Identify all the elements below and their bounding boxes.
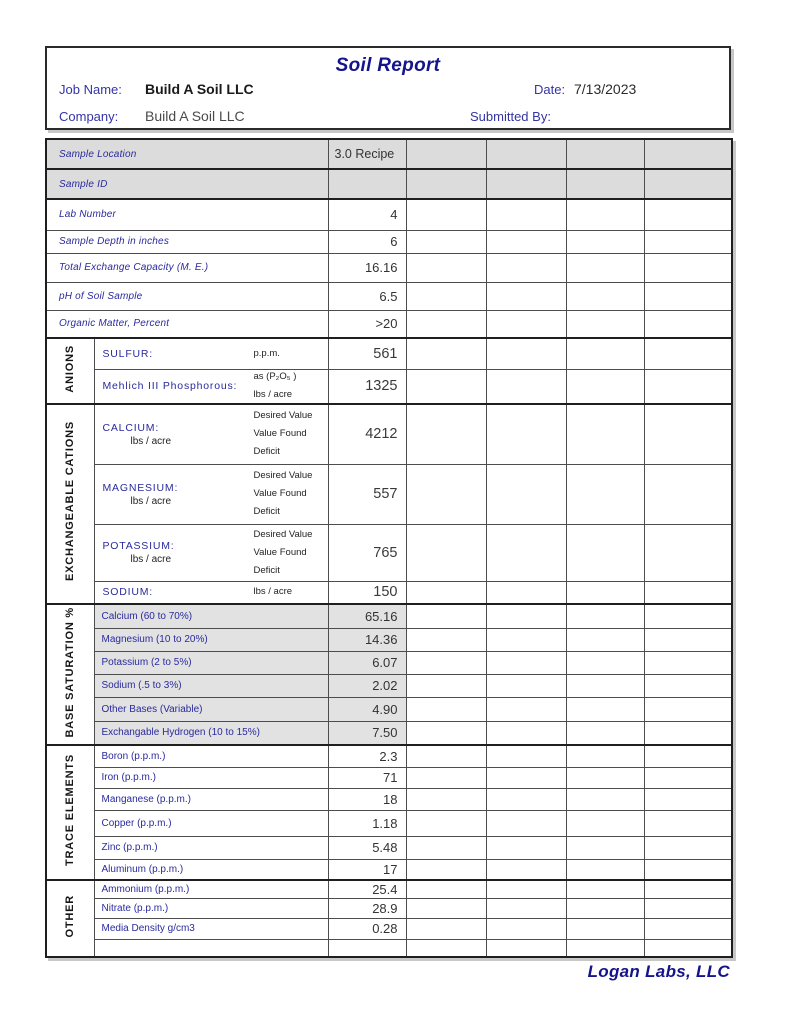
empty-cell (644, 464, 732, 524)
empty-cell (566, 628, 644, 651)
value-cell (328, 169, 406, 199)
row-label-cell (94, 939, 328, 957)
empty-cell (486, 810, 566, 836)
empty-cell (406, 721, 486, 745)
row-label: Boron (p.p.m.) (101, 750, 166, 762)
empty-cell (486, 404, 566, 464)
empty-cell (644, 697, 732, 721)
table-row (46, 836, 732, 859)
empty-cell (406, 604, 486, 628)
row-label-cell (94, 745, 328, 767)
row-label-cell (94, 918, 328, 939)
empty-cell (406, 230, 486, 253)
empty-cell (566, 404, 644, 464)
value-cell: 5.48 (328, 836, 406, 859)
empty-cell (566, 338, 644, 369)
value-cell: 16.16 (328, 253, 406, 282)
row-label: Copper (p.p.m.) (101, 817, 172, 829)
table-row (46, 898, 732, 918)
table-row (46, 880, 732, 898)
table-row (46, 282, 732, 310)
row-label-cell (94, 369, 328, 404)
empty-cell (644, 721, 732, 745)
section-label: ANIONS (64, 344, 77, 393)
empty-cell (486, 836, 566, 859)
empty-cell (566, 199, 644, 230)
empty-cell (644, 767, 732, 788)
value-cell: 1.18 (328, 810, 406, 836)
section-label-cell (46, 338, 94, 404)
table-row (46, 721, 732, 745)
submitted-by-label: Submitted By: (470, 109, 551, 124)
section-label: BASE SATURATION % (64, 606, 77, 738)
empty-cell (566, 604, 644, 628)
row-label-cell (94, 651, 328, 674)
value-cell: 3.0 Recipe (328, 139, 406, 169)
empty-cell (486, 651, 566, 674)
empty-cell (566, 524, 644, 581)
table-row (46, 230, 732, 253)
empty-cell (406, 745, 486, 767)
row-label-cell (94, 898, 328, 918)
empty-cell (644, 604, 732, 628)
row-label: Other Bases (Variable) (101, 703, 203, 715)
value-cell: 150 (328, 581, 406, 604)
empty-cell (486, 169, 566, 199)
empty-cell (566, 880, 644, 898)
table-row (46, 524, 732, 581)
empty-cell (406, 767, 486, 788)
table-row (46, 745, 732, 767)
empty-cell (486, 230, 566, 253)
empty-cell (486, 604, 566, 628)
table-row (46, 253, 732, 282)
empty-cell (644, 859, 732, 880)
empty-cell (406, 404, 486, 464)
empty-cell (486, 282, 566, 310)
empty-cell (644, 651, 732, 674)
table-row (46, 674, 732, 697)
row-label: Mehlich III Phosphorous: (102, 380, 238, 393)
table-row (46, 604, 732, 628)
empty-cell (486, 745, 566, 767)
row-label: Organic Matter, Percent (59, 318, 170, 330)
empty-cell (486, 199, 566, 230)
empty-cell (486, 581, 566, 604)
section-label-cell (46, 880, 94, 957)
table-row (46, 464, 732, 524)
empty-cell (644, 230, 732, 253)
value-cell: 4.90 (328, 697, 406, 721)
table-row (46, 404, 732, 464)
empty-cell (644, 674, 732, 697)
date-value: 7/13/2023 (574, 81, 637, 97)
table-row (46, 169, 732, 199)
empty-cell (644, 282, 732, 310)
empty-cell (644, 310, 732, 338)
row-label-cell (94, 581, 328, 604)
value-cell: 4 (328, 199, 406, 230)
empty-cell (566, 139, 644, 169)
section-label-cell (46, 604, 94, 745)
row-label: CALCIUM: (102, 421, 160, 434)
empty-cell (406, 199, 486, 230)
empty-cell (486, 859, 566, 880)
empty-cell (644, 369, 732, 404)
value-cell: 2.3 (328, 745, 406, 767)
row-label: Magnesium (10 to 20%) (101, 634, 208, 645)
row-label-cell (94, 721, 328, 745)
value-cell: 0.28 (328, 918, 406, 939)
empty-cell (486, 674, 566, 697)
value-cell: 28.9 (328, 898, 406, 918)
empty-cell (644, 788, 732, 810)
value-cell: 6 (328, 230, 406, 253)
row-label: SODIUM: (102, 586, 154, 599)
empty-cell (406, 836, 486, 859)
row-label-cell (46, 230, 328, 253)
value-cell: 17 (328, 859, 406, 880)
empty-cell (644, 628, 732, 651)
row-label: Sodium (.5 to 3%) (101, 680, 182, 691)
empty-cell (486, 464, 566, 524)
row-label-cell (46, 282, 328, 310)
empty-cell (566, 918, 644, 939)
empty-cell (644, 404, 732, 464)
empty-cell (566, 310, 644, 338)
empty-cell (406, 369, 486, 404)
empty-cell (566, 282, 644, 310)
row-label-cell (94, 880, 328, 898)
row-label: Nitrate (p.p.m.) (101, 902, 169, 914)
empty-cell (644, 745, 732, 767)
row-units: lbs / acre (253, 586, 293, 598)
row-units: as (P₂O₅ ) lbs / acre (253, 371, 297, 401)
table-row (46, 767, 732, 788)
row-label: Sample Depth in inches (59, 236, 170, 247)
row-label: Total Exchange Capacity (M. E.) (59, 262, 209, 273)
row-label-cell (46, 169, 328, 199)
empty-cell (406, 628, 486, 651)
row-units: p.p.m. (253, 347, 280, 359)
value-cell: 6.5 (328, 282, 406, 310)
section-label: TRACE ELEMENTS (64, 753, 77, 867)
soil-table (45, 138, 733, 958)
table-row (46, 918, 732, 939)
empty-cell (486, 880, 566, 898)
empty-cell (406, 581, 486, 604)
row-label: Sample Location (59, 148, 137, 160)
row-label: Manganese (p.p.m.) (101, 793, 191, 805)
row-sublabel: lbs / acre (130, 435, 172, 447)
value-cell: 6.07 (328, 651, 406, 674)
row-label: Calcium (60 to 70%) (101, 610, 193, 622)
empty-cell (566, 253, 644, 282)
empty-cell (406, 253, 486, 282)
empty-cell (566, 810, 644, 836)
table-row (46, 338, 732, 369)
row-sublabel: lbs / acre (130, 495, 172, 507)
empty-cell (566, 697, 644, 721)
empty-cell (406, 810, 486, 836)
row-label: Lab Number (59, 209, 117, 221)
section-label-cell (46, 745, 94, 880)
empty-cell (486, 524, 566, 581)
table-row (46, 139, 732, 169)
table-row (46, 581, 732, 604)
row-label-cell (46, 253, 328, 282)
row-label: POTASSIUM: (102, 540, 175, 552)
empty-cell (644, 898, 732, 918)
job-name-value: Build A Soil LLC (145, 81, 254, 97)
row-label: SULFUR: (102, 347, 154, 360)
row-label-cell (94, 628, 328, 651)
row-label-cell (94, 810, 328, 836)
value-cell: 765 (328, 524, 406, 581)
empty-cell (406, 169, 486, 199)
empty-cell (566, 788, 644, 810)
row-units: Desired Value Value Found Deficit (253, 528, 313, 576)
row-label: Sample ID (59, 178, 108, 190)
row-label-cell (94, 836, 328, 859)
row-units: Desired Value Value Found Deficit (253, 410, 313, 458)
value-cell: 18 (328, 788, 406, 810)
empty-cell (566, 581, 644, 604)
value-cell (328, 939, 406, 957)
value-cell: 14.36 (328, 628, 406, 651)
empty-cell (566, 674, 644, 697)
row-label-cell (94, 788, 328, 810)
empty-cell (406, 898, 486, 918)
table-row (46, 651, 732, 674)
row-label: Iron (p.p.m.) (101, 772, 156, 783)
row-label: Ammonium (p.p.m.) (101, 883, 190, 895)
empty-cell (566, 651, 644, 674)
empty-cell (566, 939, 644, 957)
empty-cell (644, 139, 732, 169)
empty-cell (486, 139, 566, 169)
value-cell: 561 (328, 338, 406, 369)
table-row (46, 199, 732, 230)
empty-cell (566, 859, 644, 880)
row-label: Aluminum (p.p.m.) (101, 863, 184, 875)
empty-cell (486, 721, 566, 745)
row-label-cell (94, 404, 328, 464)
empty-cell (406, 880, 486, 898)
row-label: Exchangable Hydrogen (10 to 15%) (101, 727, 260, 739)
table-row (46, 859, 732, 880)
row-label-cell (94, 859, 328, 880)
empty-cell (406, 674, 486, 697)
empty-cell (406, 338, 486, 369)
empty-cell (644, 810, 732, 836)
value-cell: 1325 (328, 369, 406, 404)
empty-cell (406, 464, 486, 524)
empty-cell (566, 767, 644, 788)
empty-cell (486, 767, 566, 788)
empty-cell (644, 524, 732, 581)
row-label-cell (46, 199, 328, 230)
value-cell: 71 (328, 767, 406, 788)
row-sublabel: lbs / acre (130, 554, 172, 565)
company-label: Company: (59, 109, 119, 124)
value-cell: 25.4 (328, 880, 406, 898)
empty-cell (644, 918, 732, 939)
value-cell: 7.50 (328, 721, 406, 745)
table-row (46, 939, 732, 957)
empty-cell (486, 628, 566, 651)
table-row (46, 369, 732, 404)
table-row (46, 628, 732, 651)
row-label-cell (94, 464, 328, 524)
empty-cell (406, 939, 486, 957)
empty-cell (486, 939, 566, 957)
value-cell: 4212 (328, 404, 406, 464)
empty-cell (566, 721, 644, 745)
empty-cell (406, 788, 486, 810)
empty-cell (566, 230, 644, 253)
row-label: Potassium (2 to 5%) (101, 657, 192, 668)
empty-cell (566, 464, 644, 524)
company-value: Build A Soil LLC (145, 108, 245, 124)
empty-cell (644, 581, 732, 604)
empty-cell (486, 898, 566, 918)
empty-cell (486, 253, 566, 282)
row-label-cell (46, 310, 328, 338)
row-label-cell (94, 767, 328, 788)
empty-cell (566, 898, 644, 918)
row-label-cell (94, 524, 328, 581)
empty-cell (486, 338, 566, 369)
row-label: Zinc (p.p.m.) (101, 842, 158, 853)
empty-cell (644, 253, 732, 282)
empty-cell (406, 651, 486, 674)
table-row (46, 788, 732, 810)
value-cell: 557 (328, 464, 406, 524)
row-label-cell (94, 697, 328, 721)
empty-cell (644, 836, 732, 859)
empty-cell (566, 836, 644, 859)
report-title: Soil Report (335, 55, 441, 76)
section-label: OTHER (64, 894, 77, 938)
empty-cell (406, 310, 486, 338)
row-label-cell (94, 338, 328, 369)
empty-cell (406, 524, 486, 581)
empty-cell (406, 139, 486, 169)
empty-cell (566, 745, 644, 767)
empty-cell (644, 169, 732, 199)
empty-cell (406, 282, 486, 310)
empty-cell (406, 859, 486, 880)
row-label-cell (94, 604, 328, 628)
empty-cell (566, 369, 644, 404)
empty-cell (486, 697, 566, 721)
empty-cell (406, 918, 486, 939)
value-cell: 2.02 (328, 674, 406, 697)
section-label-cell (46, 404, 94, 604)
lab-brand: Logan Labs, LLC (587, 962, 730, 981)
empty-cell (486, 310, 566, 338)
empty-cell (486, 369, 566, 404)
row-label-cell (46, 139, 328, 169)
report-header (45, 46, 731, 130)
row-label: Media Density g/cm3 (101, 923, 195, 934)
empty-cell (644, 939, 732, 957)
row-units: Desired Value Value Found Deficit (253, 469, 313, 518)
row-label: pH of Soil Sample (59, 290, 143, 302)
date-label: Date: (534, 82, 566, 97)
table-row (46, 697, 732, 721)
empty-cell (566, 169, 644, 199)
table-row (46, 810, 732, 836)
empty-cell (644, 338, 732, 369)
empty-cell (644, 880, 732, 898)
table-row (46, 310, 732, 338)
value-cell: >20 (328, 310, 406, 338)
row-label: MAGNESIUM: (102, 481, 179, 494)
section-label: EXCHANGEABLE CATIONS (64, 421, 77, 582)
empty-cell (406, 697, 486, 721)
job-name-label: Job Name: (59, 82, 122, 97)
value-cell: 65.16 (328, 604, 406, 628)
empty-cell (486, 918, 566, 939)
empty-cell (644, 199, 732, 230)
row-label-cell (94, 674, 328, 697)
empty-cell (486, 788, 566, 810)
